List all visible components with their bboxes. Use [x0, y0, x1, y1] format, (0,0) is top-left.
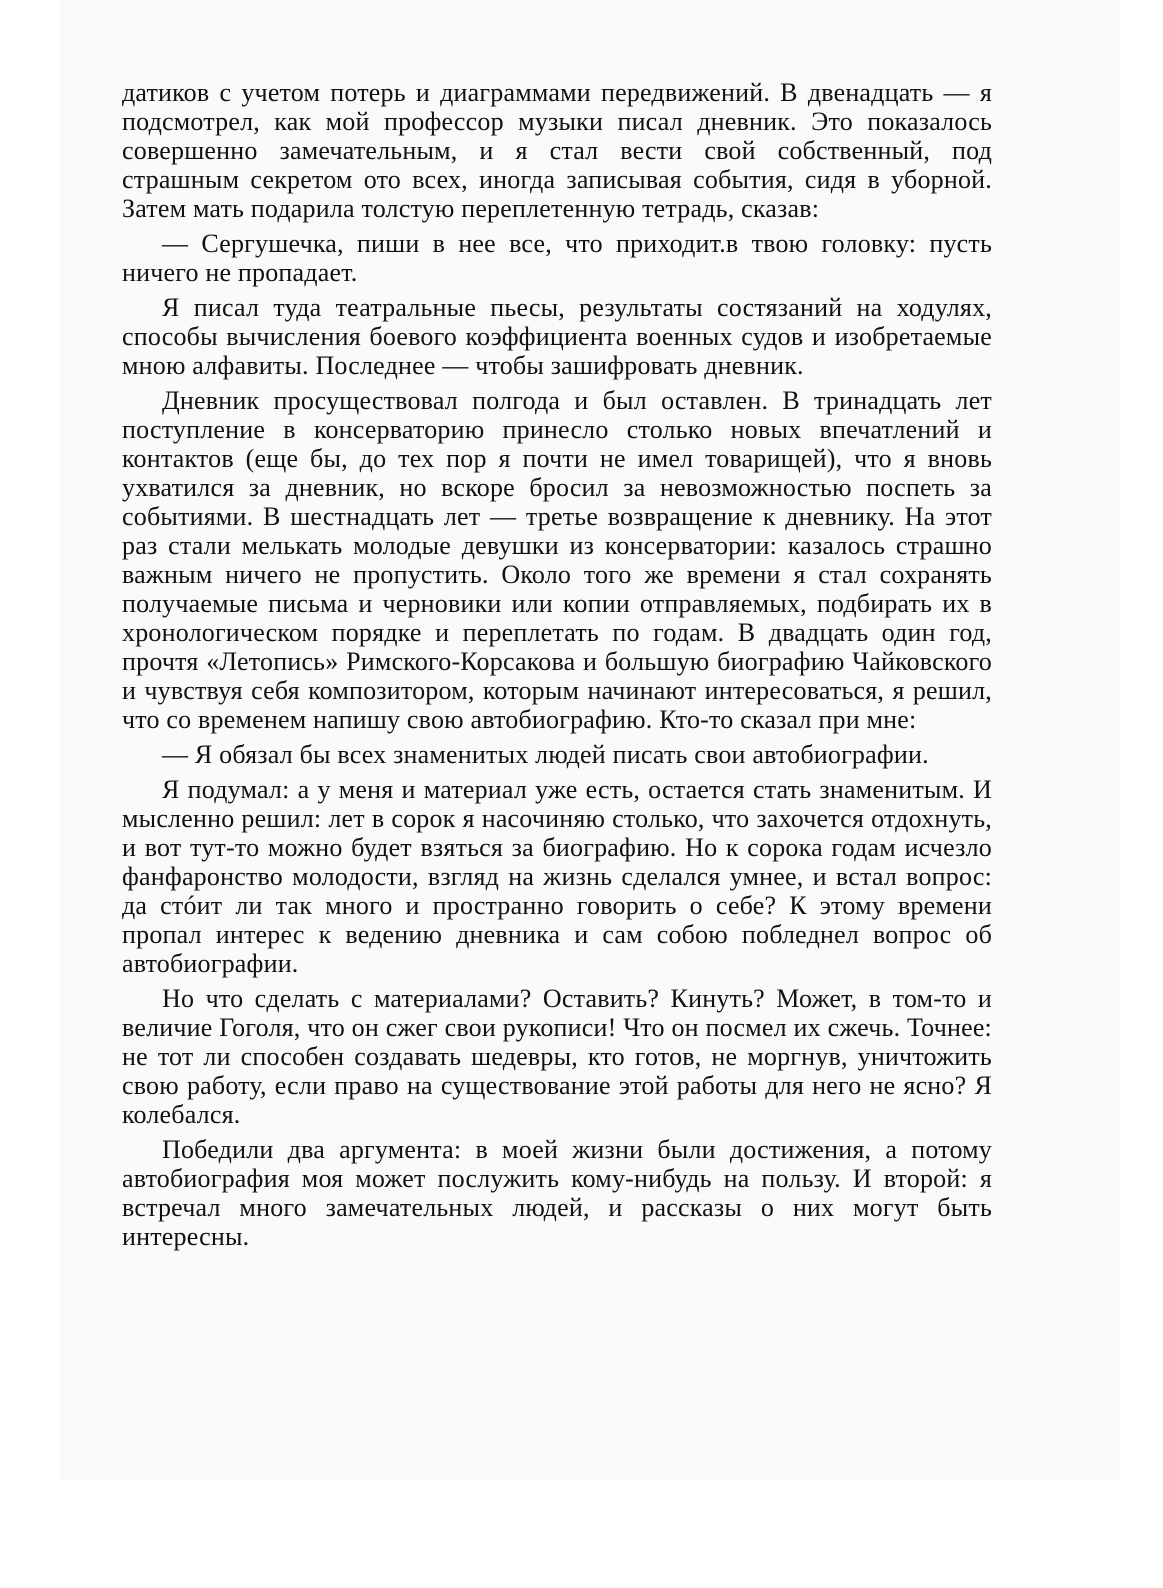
paragraph-5-dialog: — Я обязал бы всех знаменитых людей писать свои автобиографии. [162, 740, 929, 769]
paragraph-1: датиков с учетом потерь и диаграммами передвижений. В двенадцать — я подсмотрел, как мой профессор музыки писал дневник. Это показалось совершенно замечательным, и я стал вести свой собственный, под страшным секретом ото всех, иногда записывая события, сидя в уборной. Затем мать подарила толстую переплетенную тетрадь, сказав: [122, 78, 992, 223]
paragraph-7: Но что сделать с материалами? Оставить? Кинуть? Может, в том-то и величие Гоголя, что он сжег свои рукописи! Что он посмел их сжечь. Точнее: не тот ли способен создавать шедевры, кто готов, не моргнув, уничтожить свою работу, если право на существование этой работы для него не ясно? Я колебался. [122, 984, 992, 1129]
paragraph-6: Я подумал: а у меня и материал уже есть, остается стать знаменитым. И мысленно решил: лет в сорок я насочиняю столько, что захочется отдохнуть, и вот тут-то можно будет взяться за биографию. Но к сорока годам исчезло фанфаронство молодости, взгляд на жизнь сделался умнее, и встал вопрос: да стóит ли так много и пространно говорить о себе? К этому времени пропал интерес к ведению дневника и сам собою побледнел вопрос об автобиографии. [122, 775, 992, 978]
paragraph-8: Победили два аргумента: в моей жизни были достижения, а потому автобиография моя может послужить кому-нибудь на пользу. И второй: я встречал много замечательных людей, и рассказы о них могут быть интересны. [122, 1135, 992, 1251]
document-body [122, 78, 992, 1257]
paragraph-4: Дневник просуществовал полгода и был оставлен. В тринадцать лет поступление в консерваторию принесло столько новых впечатлений и контактов (еще бы, до тех пор я почти не имел товарищей), что я вновь ухватился за дневник, но вскоре бросил за невозможностью поспеть за событиями. В шестнадцать лет — третье возвращение к дневнику. На этот раз стали мелькать молодые девушки из консерватории: казалось страшно важным ничего не пропустить. Около того же времени я стал сохранять получаемые письма и черновики или копии отправляемых, подбирать их в хронологическом порядке и переплетать по годам. В двадцать один год, прочтя «Летопись» Римского-Корсакова и большую биографию Чайковского и чувствуя себя композитором, которым начинают интересоваться, я решил, что со временем напишу свою автобиографию. Кто-то сказал при мне: [122, 386, 992, 734]
paragraph-3: Я писал туда театральные пьесы, результаты состязаний на ходулях, способы вычисления боевого коэффициента военных судов и изобретаемые мною алфавиты. Последнее — чтобы зашифровать дневник. [122, 293, 992, 380]
paragraph-2-dialog: — Сергушечка, пиши в нее все, что приходит.в твою головку: пусть ничего не пропадает. [122, 229, 992, 287]
